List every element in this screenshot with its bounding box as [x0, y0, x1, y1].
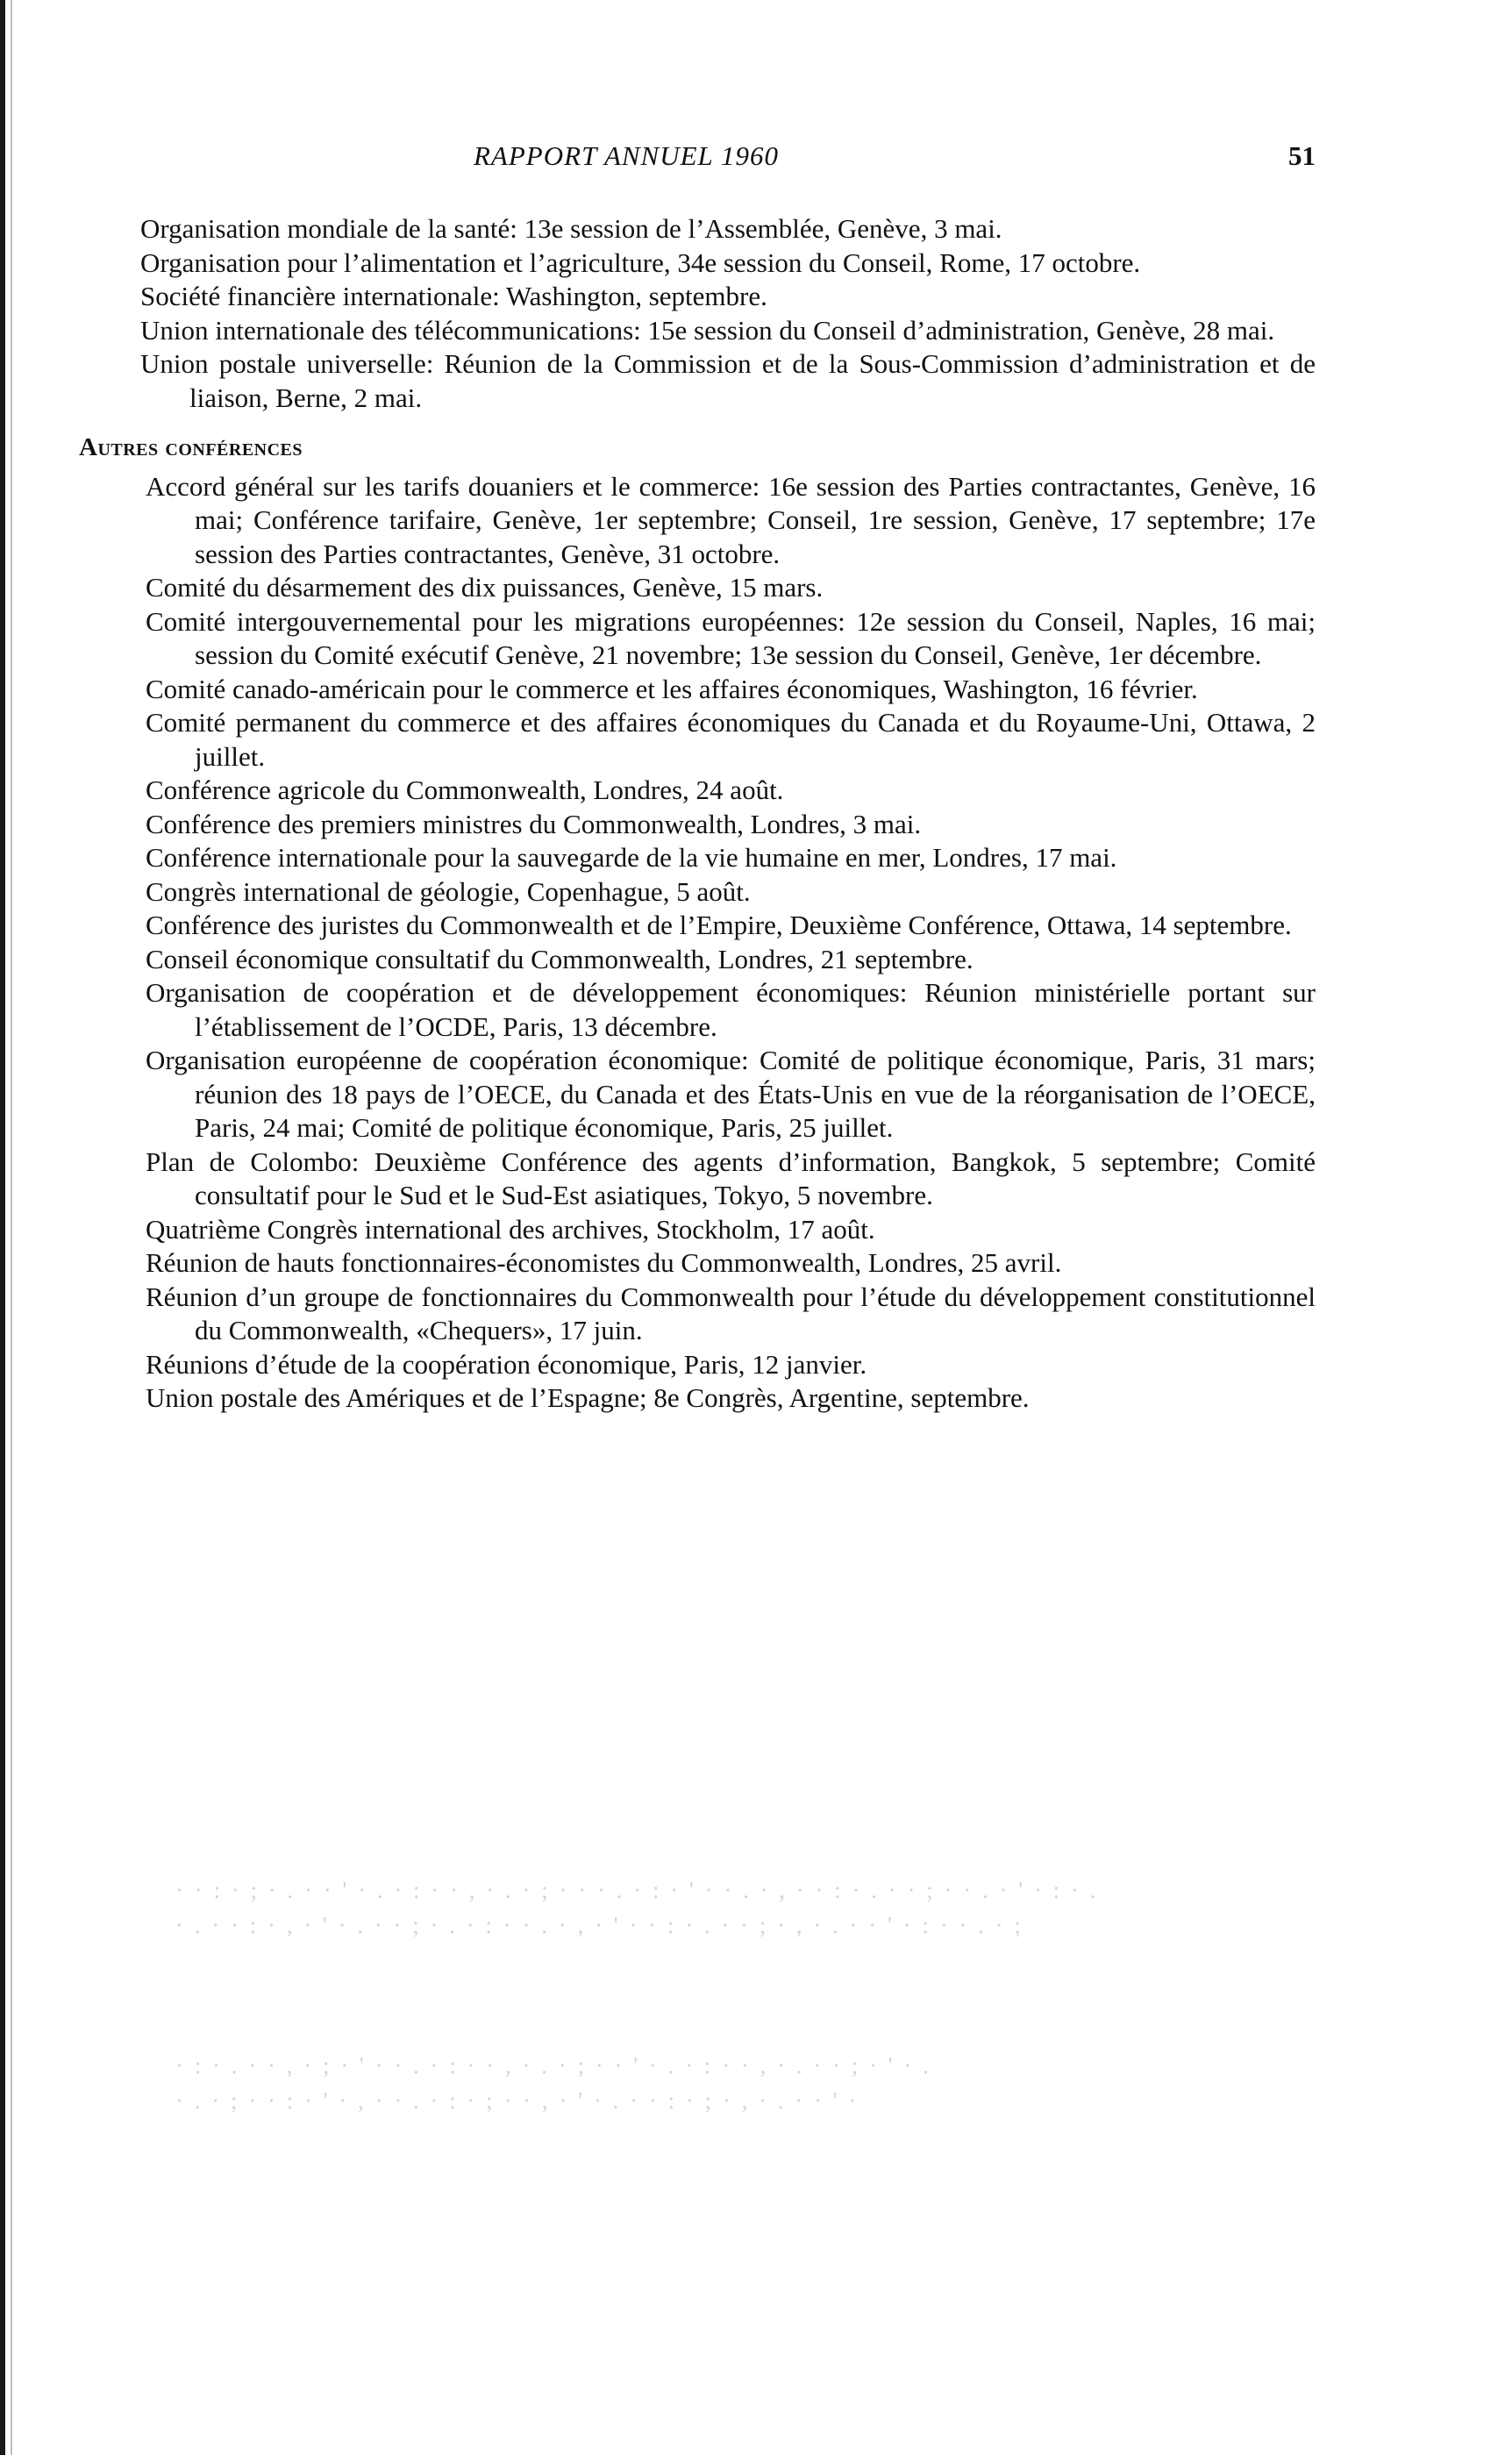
page-header — [474, 140, 1316, 175]
list-item: Comité intergouvernemental pour les migrations européennes: 12e session du Conseil, Naples, 16 mai; session du Comité exécutif Genève, 21 novembre; 13e session du Conseil, Genève, 1er décembre. — [146, 605, 1316, 670]
running-title: RAPPORT ANNUEL 1960 — [474, 140, 779, 171]
list-item: Conférence des premiers ministres du Commonwealth, Londres, 3 mai. — [146, 808, 922, 839]
list-item: Comité permanent du commerce et des affaires économiques du Canada et du Royaume-Uni, Ottawa, 2 juillet. — [146, 707, 1316, 772]
list-item: Réunion de hauts fonctionnaires-économistes du Commonwealth, Londres, 25 avril. — [146, 1247, 1062, 1278]
list-item: Congrès international de géologie, Copenhague, 5 août. — [146, 875, 751, 907]
list-item: Comité du désarmement des dix puissances, Genève, 15 mars. — [146, 572, 824, 603]
list-item: Conférence internationale pour la sauvegarde de la vie humaine en mer, Londres, 17 mai. — [146, 842, 1117, 873]
list-item: Union internationale des télécommunications: 15e session du Conseil d’administration, Genève, 28 mai. — [140, 314, 1275, 346]
list-item: Réunion d’un groupe de fonctionnaires du Commonwealth pour l’étude du développement constitutionnel du Commonwealth, «Chequers», 17 juin. — [146, 1281, 1316, 1345]
list-item: Organisation de coopération et de développement économiques: Réunion ministérielle portant sur l’établissement de l’OCDE, Paris, 13 décembre. — [146, 977, 1316, 1042]
intro-entry-list — [79, 212, 1316, 415]
conference-entry-list — [79, 470, 1316, 1416]
list-item: Accord général sur les tarifs douaniers et le commerce: 16e session des Parties contractantes, Genève, 16 mai; Conférence tarifaire, Genève, 1er septembre; Conseil, 1re session, Genève, 17 septembre; 17e session des Parties contractantes, Genève, 31 octobre. — [146, 470, 1316, 569]
list-item: Conférence agricole du Commonwealth, Londres, 24 août. — [146, 774, 784, 805]
list-item: Société financière internationale: Washington, septembre. — [140, 281, 767, 311]
list-item: Organisation européenne de coopération économique: Comité de politique économique, Paris, 31 mars; réunion des 18 pays de l’OECE, du Canada et des États-Unis en vue de la réorganisation de l’OECE, Paris, 24 mai; Comité de politique économique, Paris, 25 juillet. — [146, 1045, 1316, 1143]
bleed-through-mark: · . · ; · · : · ' · , · · . · : · ; · · , · ' · . · · : · ; · , · . · · ' · — [175, 2087, 859, 2114]
page-number: 51 — [1288, 140, 1316, 171]
list-item: Plan de Colombo: Deuxième Conférence des agents d’information, Bangkok, 5 septembre; Comité consultatif pour le Sud et le Sud-Est asiatiques, Tokyo, 5 novembre. — [146, 1145, 1316, 1210]
list-item: Union postale des Amériques et de l’Espagne; 8e Congrès, Argentine, septembre. — [146, 1382, 1030, 1413]
list-item: Organisation pour l’alimentation et l’agriculture, 34e session du Conseil, Rome, 17 octobre. — [140, 246, 1141, 278]
page-binding-edge — [0, 0, 5, 2455]
list-item: Union postale universelle: Réunion de la Commission et de la Sous-Commission d’administration et de liaison, Berne, 2 mai. — [140, 348, 1316, 413]
bleed-through-mark: · : · . · · , · ; · ' · · . · : · · , · . · ; · · ' · . · : · · , · . · · ; · ' · . — [175, 2052, 931, 2079]
list-item: Comité canado-américain pour le commerce et les affaires économiques, Washington, 16 février. — [146, 673, 1198, 704]
bleed-through-mark: · · : · ; · . · · ' · . · : · · , · . · ; · · · . · : · ' · · . · , · · : · . · · ; · · . · ' · : · . — [175, 1877, 1099, 1903]
bleed-through-mark: · . · · : · , · ' · . · · ; · . · : · · . · , · ' · · : · . · · ; · , · . · · ' · : · · . · ; — [175, 1912, 1023, 1938]
section-heading: Autres conférences — [79, 433, 303, 461]
page-body — [79, 212, 1316, 1416]
list-item: Réunions d’étude de la coopération économique, Paris, 12 janvier. — [146, 1348, 867, 1380]
list-item: Quatrième Congrès international des archives, Stockholm, 17 août. — [146, 1213, 875, 1245]
list-item: Conférence des juristes du Commonwealth et de l’Empire, Deuxième Conférence, Ottawa, 14 septembre. — [146, 910, 1292, 940]
page-binding-shadow — [11, 0, 12, 2455]
list-item: Organisation mondiale de la santé: 13e session de l’Assemblée, Genève, 3 mai. — [140, 213, 1002, 244]
list-item: Conseil économique consultatif du Commonwealth, Londres, 21 septembre. — [146, 943, 974, 974]
